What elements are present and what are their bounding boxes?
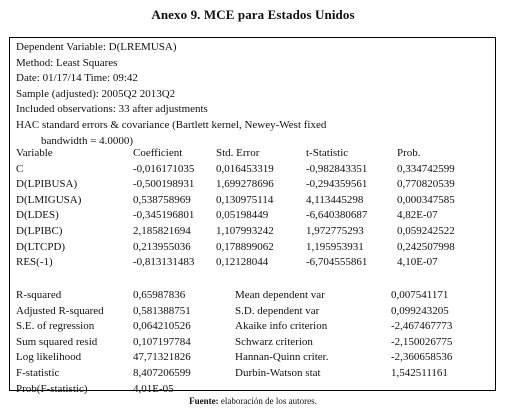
summary-statistics — [16, 288, 492, 397]
table-cell: -0,813131483 — [133, 256, 195, 269]
column-header: Variable — [16, 147, 53, 159]
included-observations-line: Included observations: 33 after adjustments — [16, 103, 208, 116]
table-cell: -6,640380687 — [306, 209, 368, 222]
table-cell: 0,770820539 — [397, 178, 455, 191]
table-cell: 0,059242522 — [397, 224, 455, 237]
stat-label: Schwarz criterion — [235, 335, 313, 348]
stat-label: Prob(F-statistic) — [16, 382, 88, 395]
table-cell: -0,016171035 — [133, 162, 195, 175]
stat-label: Log likelihood — [16, 351, 82, 364]
table-cell: D(LPIBUSA) — [16, 178, 78, 191]
table-cell: 0,130975114 — [216, 193, 274, 206]
source-note — [0, 396, 506, 406]
table-cell: D(LDES) — [16, 209, 59, 222]
table-row — [16, 177, 492, 193]
table-cell: D(LMIGUSA) — [16, 193, 82, 206]
stat-value: -2,467467773 — [391, 320, 453, 333]
column-header: Std. Error — [216, 147, 260, 159]
table-cell: -0,294359561 — [306, 178, 368, 191]
table-cell: 0,016453319 — [216, 162, 274, 175]
date-line: Date: 01/17/14 Time: 09:42 — [16, 72, 138, 85]
stat-value: 0,064210526 — [133, 320, 191, 333]
table-cell: 1,972775293 — [306, 224, 364, 237]
table-cell: 4,113445298 — [306, 193, 364, 206]
table-cell: 0,178899062 — [216, 240, 274, 253]
table-cell: 4,82E-07 — [397, 209, 438, 222]
table-cell: 0,05198449 — [216, 209, 269, 222]
stat-label: Hannan-Quinn criter. — [235, 351, 329, 364]
stat-value: 4,01E-05 — [133, 382, 174, 395]
table-cell: 1,107993242 — [216, 224, 274, 237]
source-label: Fuente: — [189, 396, 219, 406]
regression-output-box — [9, 37, 496, 395]
stat-value: 47,71321826 — [133, 351, 191, 364]
table-row — [16, 193, 492, 209]
stat-value: 0,65987836 — [133, 289, 186, 301]
hac-line: HAC standard errors & covariance (Bartlett kernel, Newey-West fixed — [16, 118, 327, 131]
table-cell: 0,538758969 — [133, 193, 191, 206]
stat-value: 0,007541171 — [391, 289, 449, 301]
table-row — [16, 162, 492, 178]
stat-value: -2,360658536 — [391, 351, 453, 364]
table-cell: 0,213955036 — [133, 240, 191, 253]
stats-row — [16, 335, 492, 351]
table-cell: 1,195953931 — [306, 240, 364, 253]
bandwidth-line: bandwidth = 4.0000) — [41, 134, 134, 147]
column-header: t-Statistic — [306, 147, 349, 159]
stats-row — [16, 382, 492, 398]
stat-label: R-squared — [16, 289, 62, 301]
dependent-variable-line: Dependent Variable: D(LREMUSA) — [16, 41, 177, 53]
table-cell: 0,000347585 — [397, 193, 455, 206]
table-cell: -6,704555861 — [306, 256, 368, 269]
table-cell: D(LTCPD) — [16, 240, 66, 253]
table-cell: -0,500198931 — [133, 178, 195, 191]
table-header-row — [16, 146, 492, 162]
table-cell: -0,345196801 — [133, 209, 195, 222]
table-cell: RES(-1) — [16, 256, 53, 269]
stat-label: Mean dependent var — [235, 289, 325, 301]
method-line: Method: Least Squares — [16, 56, 118, 69]
table-cell: C — [16, 162, 24, 175]
column-header: Prob. — [397, 147, 421, 159]
table-cell: 0,334742599 — [397, 162, 455, 175]
sample-line: Sample (adjusted): 2005Q2 2013Q2 — [16, 87, 176, 100]
stat-label: S.D. dependent var — [235, 304, 320, 317]
stats-row — [16, 319, 492, 335]
coefficients-table — [16, 146, 492, 271]
stat-label: Akaike info criterion — [235, 320, 328, 333]
stat-value: 0,107197784 — [133, 335, 191, 348]
stat-label: Adjusted R-squared — [16, 304, 104, 317]
table-cell: 0,12128044 — [216, 256, 269, 269]
stat-label: Durbin-Watson stat — [235, 366, 321, 379]
stat-value: 0,581388751 — [133, 304, 191, 317]
table-cell: 0,242507998 — [397, 240, 455, 253]
column-header: Coefficient — [133, 147, 183, 159]
stats-row — [16, 366, 492, 382]
table-row — [16, 255, 492, 271]
stat-label: S.E. of regression — [16, 320, 95, 333]
table-cell: 1,699278696 — [216, 178, 274, 191]
table-row — [16, 208, 492, 224]
table-cell: 2,185821694 — [133, 224, 191, 237]
table-row — [16, 240, 492, 256]
stat-value: -2,150026775 — [391, 335, 453, 348]
stat-value: 8,407206599 — [133, 366, 191, 379]
stat-label: Sum squared resid — [16, 335, 98, 348]
stats-row — [16, 350, 492, 366]
stats-row — [16, 304, 492, 320]
stats-row — [16, 288, 492, 304]
table-row — [16, 224, 492, 240]
table-cell: 4,10E-07 — [397, 256, 438, 269]
stat-value: 0,099243205 — [391, 304, 449, 317]
source-text: elaboración de los autores. — [218, 396, 317, 406]
regression-header — [16, 40, 492, 149]
stat-label: F-statistic — [16, 366, 60, 379]
annex-title: Anexo 9. MCE para Estados Unidos — [151, 7, 355, 22]
table-cell: -0,982843351 — [306, 162, 368, 175]
table-cell: D(LPIBC) — [16, 224, 63, 237]
stat-value: 1,542511161 — [391, 366, 448, 379]
